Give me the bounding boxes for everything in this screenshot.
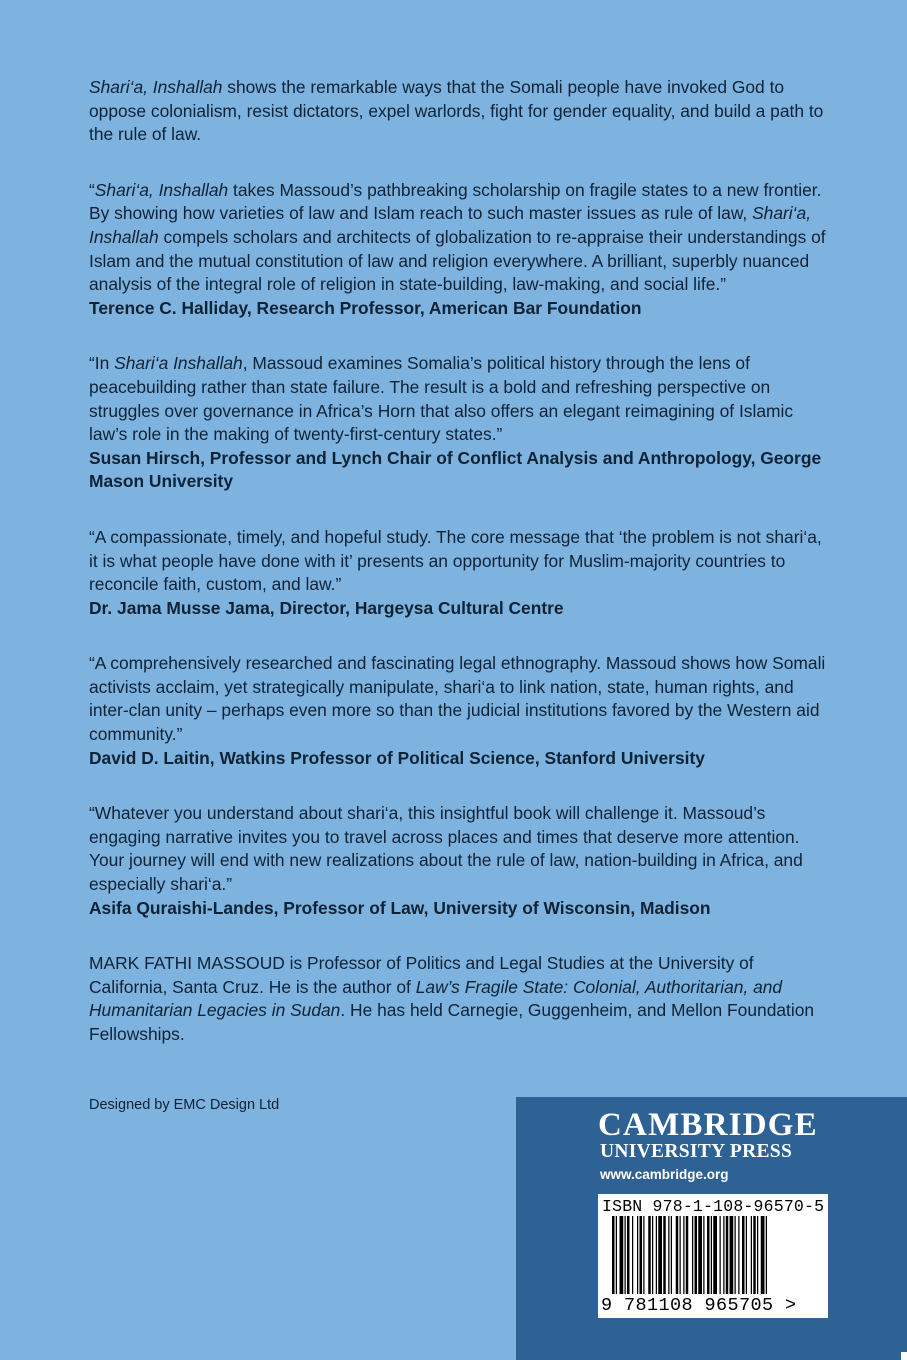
blurb-text: shows the remarkable ways that the Somali people have invoked God to oppose colonialism, resist dictators, expel warlords, fight for gender equality, and build a path to the rule of law. <box>89 77 824 145</box>
quote-text: takes Massoud’s pathbreaking scholarship on fragile states to a new frontier. By showing how varieties of law and Islam reach to such master issues as rule of law, <box>89 179 822 224</box>
quote-text: “ <box>89 179 95 200</box>
blurb <box>89 76 829 147</box>
bio-text: . He has held Carnegie, Guggenheim, and Mellon Foundation Fellowships. <box>89 1000 815 1044</box>
author-bio <box>89 952 829 1046</box>
quote-text: , Massoud examines Somalia’s political history through the lens of peacebuilding rather than state failure. The result is a bold and refreshing perspective on struggles over governance in Africa’s Horn that also offers an elegant reimagining of Islamic law’s role in the making of twenty-first-century states.” <box>89 353 794 445</box>
attribution: Terence C. Halliday, Research Professor, American Bar Foundation <box>89 297 642 318</box>
publisher-panel <box>516 1097 907 1360</box>
quote-title: Shari‘a, Inshallah <box>94 179 229 200</box>
author-book-title: Law’s Fragile State: Colonial, Authoritarian, and Humanitarian Legacies in Sudan <box>89 976 783 1021</box>
barcode <box>598 1194 828 1318</box>
endorsement-halliday <box>89 179 829 321</box>
endorsement-hirsch <box>89 352 829 494</box>
barcode-bars-icon <box>598 1216 828 1296</box>
publisher-url[interactable]: www.cambridge.org <box>600 1167 729 1182</box>
publisher-logo-sub: UNIVERSITY PRESS <box>600 1141 793 1162</box>
author-name: MARK FATHI MASSOUD <box>89 953 285 974</box>
quote-text: “A compassionate, timely, and hopeful study. The core message that ‘the problem is not shari‘a, it is what people have done with it’ presents an opportunity for Muslim-majority countries to reconcile faith, custom, and law.” <box>89 526 822 595</box>
attribution: Susan Hirsch, Professor and Lynch Chair of Conflict Analysis and Anthropology, George Mason University <box>89 447 822 492</box>
attribution: David D. Laitin, Watkins Professor of Political Science, Stanford University <box>89 747 705 768</box>
quote-text: “In <box>89 353 115 374</box>
endorsement-jama <box>89 526 829 620</box>
designer-credit: Designed by EMC Design Ltd <box>89 1097 280 1113</box>
quote-text: “Whatever you understand about shari‘a, this insightful book will challenge it. Massoud’s engaging narrative invites you to travel across places and times that deserve more attention. Your journey will end with new realizations about the rule of law, nation-building in Africa, and especially shari‘a.” <box>89 803 803 895</box>
cover-text <box>89 76 829 1079</box>
quote-text: “A comprehensively researched and fascinating legal ethnography. Massoud shows how Somali activists acclaim, yet strategically manipulate, shari‘a to link nation, state, human rights, and inter-clan unity – perhaps even more so than the judicial institutions favored by the Western aid community.” <box>89 653 826 745</box>
blurb-title: Shari‘a, Inshallah <box>89 77 223 97</box>
barcode-number: 9 781108 965705 > <box>601 1295 797 1316</box>
corner-mark <box>901 1352 907 1360</box>
publisher-logo-name: CAMBRIDGE <box>598 1107 818 1143</box>
quote-title: Shari‘a, Inshallah <box>89 203 812 247</box>
endorsement-quraishi <box>89 802 829 920</box>
isbn-label: ISBN 978-1-108-96570-5 <box>602 1197 825 1216</box>
attribution: Dr. Jama Musse Jama, Director, Hargeysa Cultural Centre <box>89 597 564 618</box>
quote-title: Shari‘a Inshallah <box>114 353 243 374</box>
quote-text: compels scholars and architects of globalization to re-appraise their understandings of Islam and the mutual constitution of law and religion everywhere. A brilliant, superbly nuanced analysis of the integral role of religion in state-building, law-making, and social life.” <box>89 226 826 295</box>
bio-text: is Professor of Politics and Legal Studies at the University of California, Santa Cruz. He is the author of <box>89 953 754 997</box>
endorsement-laitin <box>89 652 829 770</box>
attribution: Asifa Quraishi-Landes, Professor of Law, University of Wisconsin, Madison <box>89 897 711 918</box>
